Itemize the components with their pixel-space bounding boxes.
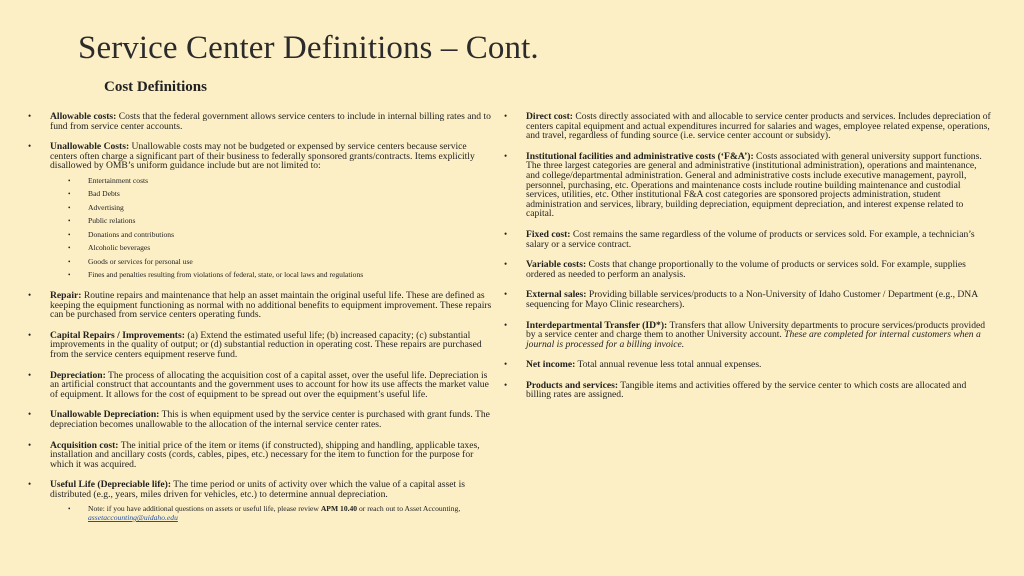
definition-fa-costs	[504, 152, 992, 219]
list-item: • Alcoholic beverages	[50, 244, 494, 253]
definition-fixed-cost	[504, 230, 992, 249]
left-definition-list	[28, 112, 494, 522]
definition-direct-cost	[504, 112, 992, 141]
list-item: • Donations and contributions	[50, 231, 494, 240]
right-definition-list	[504, 112, 992, 400]
definition-term: Net income:	[526, 359, 576, 371]
definition-text: Unallowable costs may not be budgeted or expensed by service centers because service centers often charge a significant part of their business to federally sponsored grants/contracts. Items explicitly disallowed by OMB’s uniform guidance include but are not limited to:	[50, 141, 475, 172]
definition-text: Costs that change proportionally to the volume of products or services sold. For example, supplies ordered as needed to perform an analysis.	[526, 259, 966, 280]
definition-term: Fixed cost:	[526, 228, 571, 240]
note-prefix: Note: if you have additional questions on assets or useful life, please review	[88, 504, 321, 514]
section-subtitle: Cost Definitions	[104, 79, 207, 95]
definition-term: Interdepartmental Transfer (ID*):	[526, 319, 668, 331]
definition-variable-costs	[504, 260, 992, 279]
definition-text: Tangible items and activities offered by the service center to which costs are allocated and billing rates are assigned.	[526, 379, 967, 401]
definition-text: Costs that the federal government allows service centers to include in internal billing rates and to fund from service center accounts.	[50, 111, 491, 132]
definition-text: The initial price of the item or items (if constructed), shipping and handling, applicable taxes, installation and ancillary costs (cords, cables, pipes, etc.) necessary for the item to function for the purpose for which it was acquired.	[50, 439, 480, 470]
list-item: • Public relations	[50, 217, 494, 226]
definition-text: Total annual revenue less total annual expenses.	[575, 359, 762, 371]
definition-capital-repairs	[28, 331, 494, 360]
asset-accounting-email-link[interactable]: assetaccounting@uidaho.edu	[88, 512, 178, 522]
definition-term: Products and services:	[526, 379, 619, 391]
definition-term: Variable costs:	[526, 259, 587, 271]
definition-text: Costs associated with general university support functions. The three largest categories are general and administrative (institutional administration), operations and maintenance, and college/departmental administration. General and administrative costs include executive management, payroll, personnel, purchasing, etc. Operations and maintenance costs include routine building maintenance and custodial services, utilities, etc. Other institutional F&A cost categories are sponsored projects administration, student administration and services, library, building depreciation, equipment depreciation, and interest expense related to capital.	[526, 150, 982, 220]
definition-external-sales	[504, 290, 992, 309]
definition-text: The time period or units of activity over which the value of a capital asset is distributed (e.g., years, miles driven for vehicles, etc.) to determine annual depreciation.	[50, 479, 465, 500]
definition-repair	[28, 291, 494, 320]
definition-text: This is when equipment used by the service center is purchased with grant funds. The depreciation becomes unallowable to the allocation of the internal service center rates.	[50, 409, 490, 430]
definition-term: Depreciation:	[50, 369, 106, 381]
definition-text: (a) Extend the estimated useful life; (b) increased capacity; (c) substantial improvements in the quality of output; or (d) substantial reduction in operating cost. These repairs are purchased from the service centers equipment reserve fund.	[50, 329, 482, 360]
note-apm-reference: APM 10.40	[320, 504, 358, 514]
definition-term: Unallowable Costs:	[50, 141, 130, 153]
definition-depreciation	[28, 371, 494, 400]
note-middle: or reach out to Asset Accounting,	[357, 504, 461, 514]
list-item: • Fines and penalties resulting from violations of federal, state, or local laws and regulations	[50, 271, 494, 280]
definition-term: Direct cost:	[526, 111, 573, 122]
definition-text: Providing billable services/products to a Non-University of Idaho Customer / Department (e.g., DNA sequencing for Mayo Clinic researchers).	[526, 289, 978, 310]
page-title: Service Center Definitions – Cont.	[78, 30, 539, 66]
definition-useful-life	[28, 480, 494, 522]
right-column	[504, 112, 992, 411]
definition-interdepartmental-transfer	[504, 321, 992, 350]
list-item: • Advertising	[50, 204, 494, 213]
list-item: • Goods or services for personal use	[50, 258, 494, 267]
note-list	[50, 505, 494, 522]
definition-unallowable-depreciation	[28, 410, 494, 429]
definition-term: Capital Repairs / Improvements:	[50, 329, 185, 341]
list-item: • Entertainment costs	[50, 177, 494, 186]
definition-text: Routine repairs and maintenance that help an asset maintain the original useful life. These are defined as keeping the equipment functioning as normal with no additional benefits to equipment improvement. These repairs can be purchased from service centers operating funds.	[50, 289, 492, 321]
definition-net-income	[504, 360, 992, 370]
definition-term: External sales:	[526, 289, 587, 301]
definition-text: Costs directly associated with and allocable to service center products and services. Includes depreciation of centers capital equipment and actual expenditures incurred for salaries and wages, employee related expense, operations, and travel, regardless of funding source (i.e. service center account or subsidy).	[526, 111, 991, 142]
definition-acquisition-cost	[28, 441, 494, 470]
definition-term: Useful Life (Depreciable life):	[50, 479, 172, 491]
definition-term: Repair:	[50, 289, 82, 301]
definition-term: Institutional facilities and administrative costs (‘F&A’):	[526, 150, 754, 162]
definition-text: Cost remains the same regardless of the volume of products or services sold. For example, a technician’s salary or a service contract.	[526, 228, 975, 250]
definition-term: Unallowable Depreciation:	[50, 409, 160, 421]
asset-note	[50, 505, 494, 522]
definition-text: Transfers that allow University departments to procure services/products provided by a service center and charge them to another University account.	[526, 319, 986, 341]
definition-term: Acquisition cost:	[50, 439, 119, 451]
definition-unallowable-costs	[28, 142, 494, 280]
definition-text: The process of allocating the acquisition cost of a capital asset, over the useful life. Depreciation is an artificial construct that accountants and the government uses to account for how its use affects the market value of equipment. It allows for the cost of equipment to be spread out over the equipment’s useful life.	[50, 369, 489, 400]
definition-term: Allowable costs:	[50, 111, 117, 122]
list-item: • Bad Debts	[50, 190, 494, 199]
unallowable-items-list	[50, 177, 494, 280]
left-column	[28, 112, 494, 533]
definition-italic-note: These are completed for internal customers when a journal is processed for a billing invoice.	[526, 329, 981, 350]
definition-allowable-costs	[28, 112, 494, 131]
definition-products-services	[504, 381, 992, 400]
